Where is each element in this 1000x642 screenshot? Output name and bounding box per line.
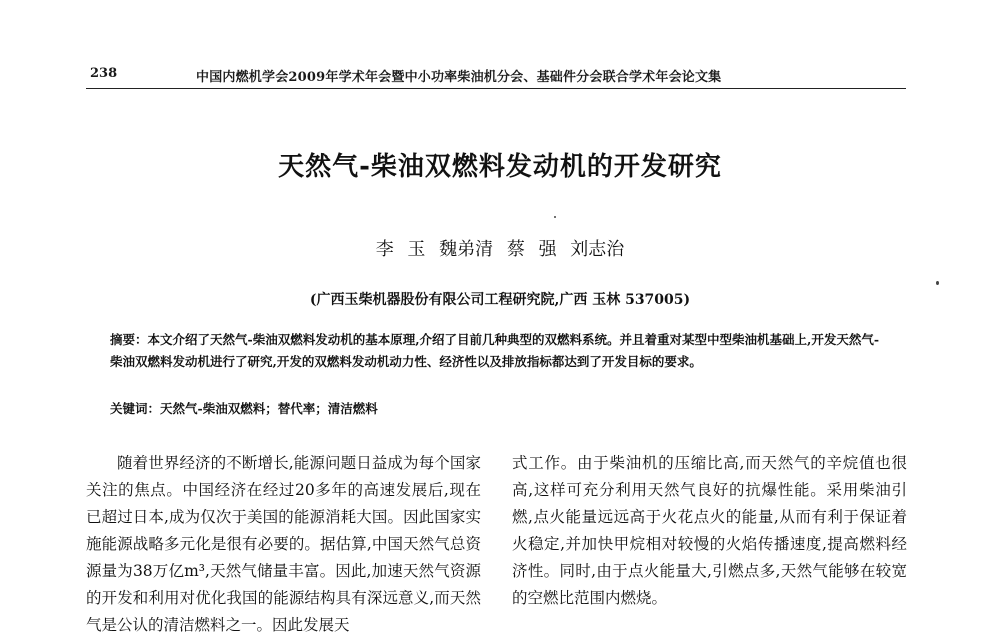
running-header	[86, 66, 906, 86]
abstract-text: 本文介绍了天然气-柴油双燃料发动机的基本原理,介绍了目前几种典型的双燃料系统。并且着重对某型中型柴油机基础上,开发天然气-柴油双燃料发动机进行了研究,开发的双燃料发动机动力性、经济性以及排放指标都达到了开发目标的要求。	[110, 332, 880, 369]
scan-speck	[554, 216, 556, 218]
abstract	[110, 329, 890, 373]
author-list: 李 玉 魏弟清 蔡 强 刘志治	[375, 239, 625, 260]
paper-title: 天然气-柴油双燃料发动机的开发研究	[278, 152, 722, 182]
running-head-text: 中国内燃机学会2009年学术年会暨中小功率柴油机分会、基础件分会联合学术年会论文集	[196, 70, 722, 85]
affiliation: (广西玉柴机器股份有限公司工程研究院,广西 玉林 537005)	[309, 292, 691, 308]
page-number: 238	[90, 66, 118, 81]
body-paragraph: 式工作。由于柴油机的压缩比高,而天然气的辛烷值也很高,这样可充分利用天然气良好的抗爆性能。采用柴油引燃,点火能量远远高于火花点火的能量,从而有利于保证着火稳定,并加快甲烷相对较慢的火焰传播速度,提高燃料经济性。同时,由于点火能量大,引燃点多,天然气能够在较宽的空燃比范围内燃烧。	[512, 454, 907, 607]
scan-speck	[936, 281, 939, 285]
body-paragraph: 随着世界经济的不断增长,能源问题日益成为每个国家关注的焦点。中国经济在经过20多年的高速发展后,现在已超过日本,成为仅次于美国的能源消耗大国。因此国家实施能源战略多元化是很有必要的。据估算,中国天然气总资源量为38万亿m³,天然气储量丰富。因此,加速天然气资源的开发和利用对优化我国的能源结构具有深远意义,而天然气是公认的清洁燃料之一。因此发展天	[86, 454, 481, 634]
keywords-label: 关键词：	[110, 401, 161, 416]
body-column-right	[512, 450, 907, 612]
body-column-left	[86, 450, 481, 639]
header-rule	[86, 88, 906, 89]
keywords	[110, 399, 890, 417]
keywords-text: 天然气-柴油双燃料；替代率；清洁燃料	[160, 401, 378, 416]
abstract-label: 摘要：	[110, 332, 148, 347]
